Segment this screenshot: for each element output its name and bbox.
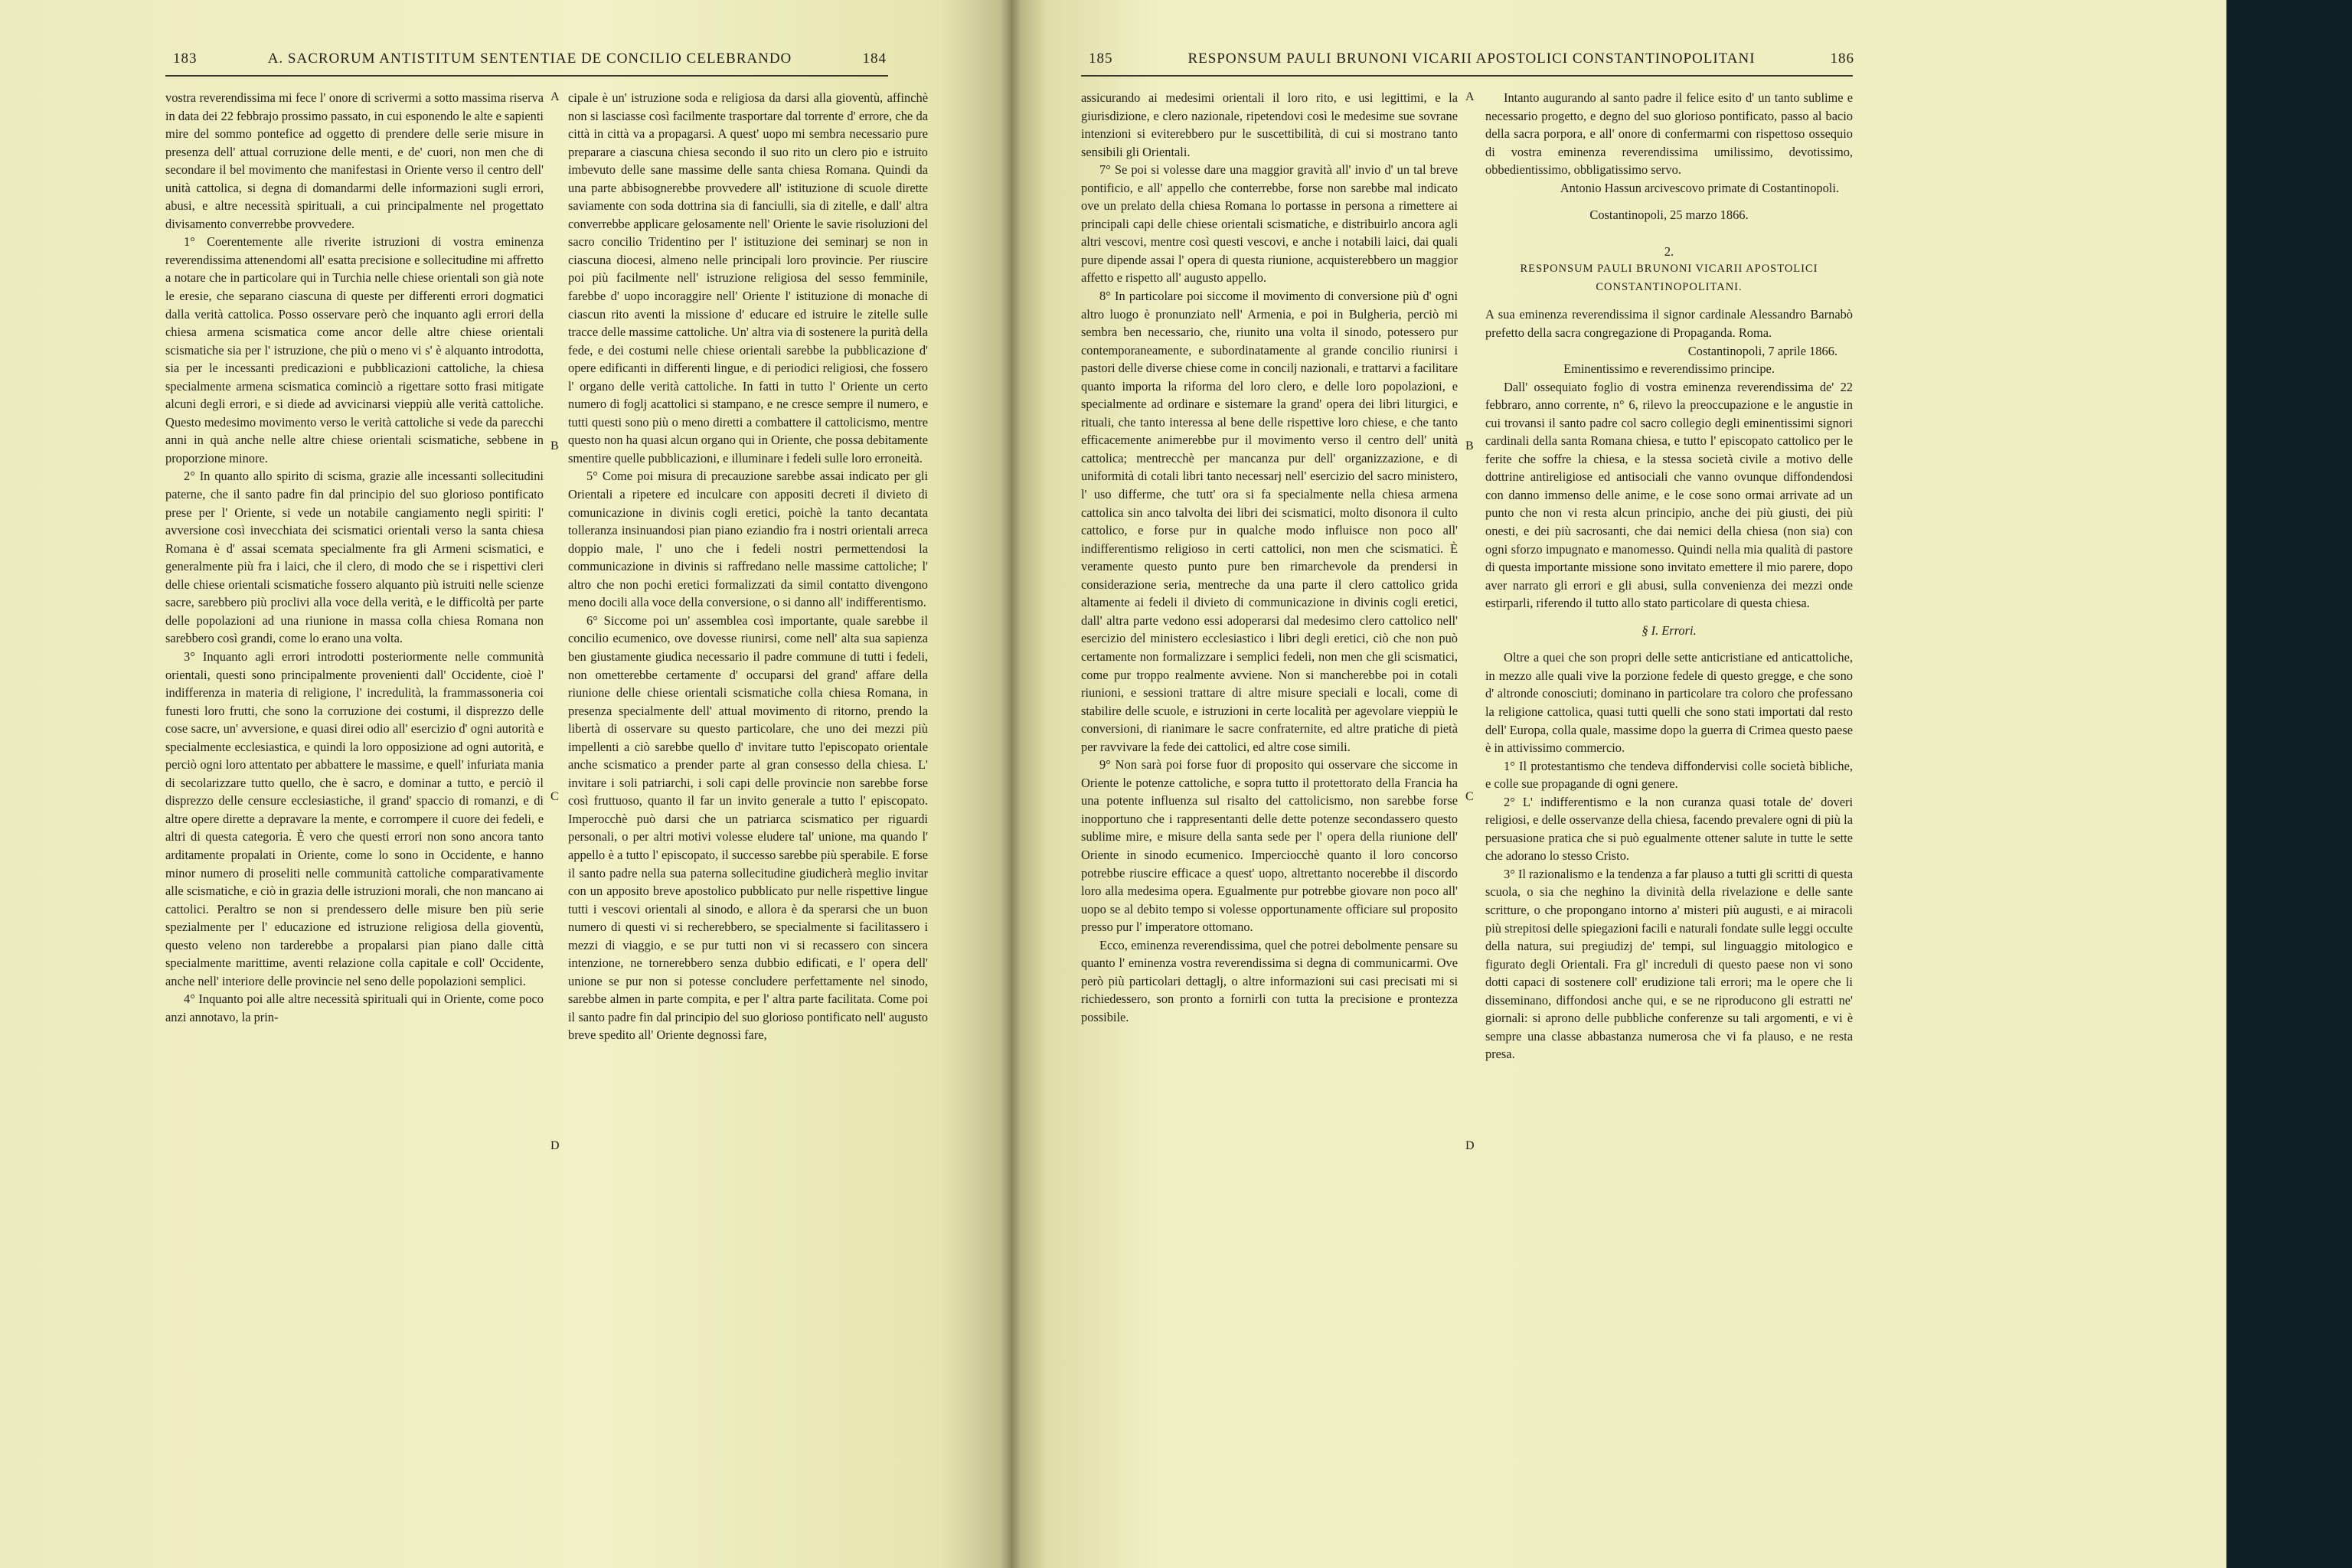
paragraph: 2° In quanto allo spirito di scisma, grazie alle incessanti sollecitudini paterne, che il santo padre fin dal principio del suo glorioso pontificato prese per l' Oriente, si vede un notabile cangiamento negli spiriti: l' avversione così invecchiata dei scismatici orientali verso la santa chiesa Romana è d' assai scemata specialmente fra gli Armeni scismatici, e generalmente più fra i laici, che il clero, di modo che se i rispettivi cleri delle chiese orientali scismatiche fossero alquanto più istruiti nelle scienze sacre, sarebbero più proclivi alla voce della verità, e le difficoltà per parte delle popolazioni ad una riunione in massa colla chiesa Romana non sarebbero così grandi, come lo erano una volta.: [165, 469, 544, 646]
page-number-183: 183: [173, 51, 198, 67]
page-number-186: 186: [1830, 51, 1854, 67]
margin-marker-c: C: [1465, 790, 1474, 803]
margin-marker-b: B: [1465, 439, 1474, 452]
paragraph: Dall' ossequiato foglio di vostra eminenza reverendissima de' 22 febbraro, anno corrente, n° 6, rilevo la preoccupazione e le angustie in cui trovansi il santo padre col sacro collegio degli eminentissimi signori cardinali della santa Romana chiesa, e tutto l' episcopato cattolico per le ferite che soffre la chiesa, e la stessa società civile a motivo delle dottrine antireligiose ed antisociali che vanno ovunque diffondendosi con danno immenso delle anime, e le cose sono ormai arrivate ad un punto che non vi resta alcun principio, anche dei più giusti, dei più onesti, e dei più sacrosanti, che dai nemici della chiesa (non sia) con ogni sforzo impugnato e manomesso. Quindi nella mia qualità di pastore di questa importante missione sono invitato emettere il mio parere, dopo aver narrato gli errori e gli abusi, sulla convenienza dei mezzi onde estirparli, riferendo il tutto allo stato particolare di questa chiesa.: [1485, 379, 1853, 611]
left-page-column-2: [568, 89, 928, 1044]
paragraph: cipale è un' istruzione soda e religiosa da darsi alla gioventù, affinchè non si lasciasse così facilmente trasportare dal torrente d' errore, che da città in città va a propagarsi. A quest' uopo mi sembra necessario pure preparare a ciascuna chiesa secondo il suo rito un clero pio e istruito imbevuto delle sane massime delle santa chiesa Romana. Quindi da una parte abbisognerebbe provvedere all' istituzione di scuole dirette saviamente con soda dottrina sia di fanciulli, sia di zitelle, e dall' altra converrebbe applicare gelosamente nell' Oriente le savie risoluzioni del sacro concilio Tridentino per l' istituzione dei seminarj se non in ciascuna diocesi, almeno nelle principali loro provincie. Per riuscire poi più facilmente nell' istruzione religiosa del sesso femminile, farebbe d' uopo incoraggire nell' Oriente l' istituzione di monache di ciascun rito aventi la missione d' educare ed istruire le zitelle sulle tracce delle massime cattoliche. Un' altra via di sostenere la purità della fede, e dei costumi nelle chiese orientali sarebbe la pubblicazione d' opere edificanti in differenti lingue, e di periodici religiosi, che fossero l' organo delle verità cattoliche. In fatti in tutto l' Oriente un certo numero di foglj acattolici si stampano, e ne cresce sempre il numero, e tutti questi sono più o meno diretti a combattere il cattolicismo, mentre questo non ha quasi alcun organo qui in Oriente, che possa debitamente smentire quelle pubblicazioni, e illuminare i fedeli sulle loro erroneità.: [568, 90, 928, 466]
paragraph: 5° Come poi misura di precauzione sarebbe assai indicato per gli Orientali a ripetere ed inculcare con appositi decreti il divieto di comunicazione in divinis cogli eretici, poichè la tanto decantata tolleranza insinuandosi pian piano eziandio fra i nostri orientali arreca doppio male, l' uno che i fedeli nostri permettendosi la communicazione in divinis si raffredano nelle massime cattoliche; l' altro che non pochi eretici formalizzati da simil contatto divengono meno docili alla voce della conversione, o si danno all' indifferentismo.: [568, 469, 928, 610]
background-surface: [2226, 0, 2352, 1568]
header-rule-right: [1081, 75, 1853, 77]
margin-marker-d: D: [1465, 1139, 1475, 1152]
right-page-column-2: [1485, 89, 1853, 1063]
section-title: RESPONSUM PAULI BRUNONI VICARII APOSTOLICI CONSTANTINOPOLITANI.: [1520, 263, 1818, 293]
paragraph: 9° Non sarà poi forse fuor di proposito qui osservare che siccome in Oriente le potenze cattoliche, e sopra tutto il protettorato della Francia ha una potente influenza sul risalto del cattolicismo, non sarebbe forse inopportuno che i rappresentanti delle dette potenze secondassero questo sublime mire, e misure della santa sede per l' opera della riunione dell' Oriente in sinodo ecumenico. Imperciocchè quanto il loro concorso potrebbe riuscire efficace a quest' uopo, altrettanto nocerebbe il discordo loro alla medesima opera. Egualmente pur potrebbe giovare non poco all' uopo se al debito tempo si volesse opportunamente officiare sul proposito presso pur l' imperatore ottomano.: [1081, 757, 1458, 935]
paragraph: 7° Se poi si volesse dare una maggior gravità all' invio d' un tal breve pontificio, e all' appello che conterrebbe, forse non sarebbe mal indicato ove un prelato della chiesa Romana lo portasse in persona a rimettere ai principali capi delle chiese orientali scismatiche, e distribuirlo ancora agli altri vescovi, mentre così questi vescovi, e anche i notabili laici, dai quali pure dipende assai l' opera di questa riunione, acquisterebbero un maggior affetto e rispetto all' augusto appello.: [1081, 162, 1458, 286]
header-rule-left: [165, 75, 888, 77]
paragraph: assicurando ai medesimi orientali il loro rito, e usi legittimi, e la giurisdizione, e clero nazionale, ripetendovi così le medesime sue sovrane intenzioni si eviterebbero pur le suscettibilità, di cui si mostrano tanto sensibili gli Orientali.: [1081, 90, 1458, 159]
right-page-column-1: [1081, 89, 1458, 1026]
page-number-185: 185: [1089, 51, 1113, 67]
section-heading-errori: § I. Errori.: [1642, 622, 1697, 638]
right-page: [1011, 0, 2226, 1568]
list-item: 3° Il razionalismo e la tendenza a far plauso a tutti gli scritti di questa scuola, o sia che neghino la divinità della rivelazione e delle sante scritture, o che propongano intorno a' misteri più augusti, e ai miracoli più strepitosi delle spiegazioni facili e naturali fondate sulle leggi occulte della natura, sui pregiudizj de' tempi, sul linguaggio mitologico e figurato degli Orientali. Fra gl' increduli di questo paese non vi sono dotti capaci di sostenere coll' erudizione tali errori; ma le opere che li disseminano, diffondosi anche qui, e se ne riproducono gli estratti ne' giornali: si aprono delle pubbliche conferenze su tali argomenti, e vi è sempre una classe abbastanza numerosa che vi fa plauso, e ne resta presa.: [1485, 866, 1853, 1062]
paragraph: 6° Siccome poi un' assemblea così importante, quale sarebbe il concilio ecumenico, ove dovesse riunirsi, come nell' alta sua sapienza ben giustamente giudica necessario il padre commune di tutti i fedeli, non ometterebbe certamente d' occuparsi del grand' affare della riunione delle chiese orientali scismatiche colla chiesa Romana, in presenza specialmente dell' attual movimento di ritorno, prendo la libertà di osservare su questo particolare, che uno dei mezzi più impellenti a ciò sarebbe quello d' invitare tutto l'episcopato orientale anche scismatico a prender parte al gran consesso della chiesa. L' invitare i soli patriarchi, i soli capi delle provincie non sarebbe forse così fruttuoso, quanto il far un invito generale a tutto l' episcopato. Imperocchè può darsi che un patriarca scismatico per riguardi personali, o per altri motivi volesse eludere tal' unione, ma quando l' appello è a tutto l' episcopato, il successo sarebbe più sperabile. E forse il santo padre nella sua paterna sollecitudine giudicherà meglio invitar con un apposito breve apostolico pubblicato pur nelle rispettive lingue tutti i vescovi orientali al sinodo, e allora è da sperarsi che un buon numero di questi vi si recherebbero, se specialmente si facilitassero i mezzi di viaggio, e se pur tutti non vi si recassero con sincera intenzione, ne tornerebbero senza dubbio edificati, e l' opera dell' unione se pur non si potesse concludere perfettamente nel sinodo, sarebbe almen in parte compita, e per l' altra parte facilitata. Come poi il santo padre fin dal principio del suo glorioso pontificato nell' augusto breve spedito all' Oriente degnossi fare,: [568, 612, 928, 1043]
margin-marker-d: D: [550, 1139, 560, 1152]
margin-marker-a: A: [550, 90, 560, 103]
running-title-left: A. SACRORUM ANTISTITUM SENTENTIAE DE CONCILIO CELEBRANDO: [267, 51, 792, 67]
salutation: Eminentissimo e reverendissimo principe.: [1563, 361, 1775, 377]
paragraph: 8° In particolare poi siccome il movimento di conversione più d' ogni altro luogo è pronunziato nell' Armenia, e poi in Bulgheria, perciò mi sembra ben necessario, che, riunito una volta il sinodo, potessero pur contemporaneamente, e subordinatamente al grande concilio riunirsi i pastori delle diverse chiese come in concilj nazionali, e trattarvi a facilitare quanto importa la riforma del loro clero, e delle loro popolazioni, e specialmente ad ordinare e sistemare la grand' opera dei libri liturgici, e rituali, che tanto interessa al bene delle rispettive loro chiese, e che tanto efficacemente animerebbe pur il movimento verso il centro dell' unità cattolica; mentrecchè per mancanza pur dell' organizzazione, e di uniformità di cotali libri tanto necessarj nell' esercizio del sacro ministero, l' uso differme, che tutt' ora si fa specialmente nella chiesa armena cattolica sin anco talvolta dei libri dei scismatici, molto disonora il culto cattolico, e forse pur in qualche modo influisce non poco all' indifferentismo religioso in certi cattolici, non men che scismatici. È veramente questo punto pure ben rimarchevole da prendersi in considerazione seria, mentreche da una parte il clero cattolico grida altamente ai fedeli il divieto di communicazione in divinis cogli eretici, dall' altra parte vedono essi adoperarsi dal medesimo clero cattolico nell' esercizio del ministero ecclesiastico i libri degli eretici, ciò che non può certamente non formalizzare i semplici fedeli, non men che gli scismatici, come pur troppo realmente avviene. Non si mancherebbe poi in cotali riunioni, e sessioni trattare di altre misure speciali e locali, come di stabilire delle scuole, e istruzioni in certe località per agevolare vieppiù le conversioni, di rianimare le sacre confraternite, ed altre pratiche di pietà per ravvivare la fede dei cattolici, ed altre cose simili.: [1081, 289, 1458, 754]
list-item: 2° L' indifferentismo e la non curanza quasi totale de' doveri religiosi, e delle osservanze della chiesa, facendo prevalere ogni di più la persuasione pratica che si può egualmente ottener salute in tutte le sette che adorano lo stesso Cristo.: [1485, 794, 1853, 864]
paragraph: Ecco, eminenza reverendissima, quel che potrei debolmente pensare su quanto l' eminenza vostra reverendissima si degna di communicarmi. Ove però più particolari dettaglj, o altre informazioni sui casi precisati mi si richiedessero, son pronto a fornirli con tutta la precisione e prontezza possibile.: [1081, 937, 1458, 1024]
address: A sua eminenza reverendissima il signor cardinale Alessandro Barnabò prefetto della sacra congregazione di Propaganda. Roma.: [1485, 307, 1853, 341]
margin-marker-c: C: [550, 790, 559, 803]
margin-marker-a: A: [1465, 90, 1475, 103]
paragraph: Oltre a quei che son propri delle sette anticristiane ed anticattoliche, in mezzo alle quali vive la porzione fedele di questo gregge, e che sono d' altronde conosciuti; dominano in particolare tra coloro che professano la religione cattolica, quasi tutti quelli che sono stati importati dal resto dell' Europa, colla quale, massime dopo la guerra di Crimea questo paese è in attivissimo commercio.: [1485, 650, 1853, 756]
section-number: 2.: [1664, 243, 1674, 259]
dateline: Costantinopoli, 25 marzo 1866.: [1589, 207, 1749, 223]
closing-paragraph: Intanto augurando al santo padre il felice esito d' un tanto sublime e necessario progetto, e degno del suo glorioso pontificato, passo al bacio della sacra porpora, e all' onore di confermarmi con rispettoso ossequio di vostra eminenza reverendissima umilissimo, devotissimo, obbedientissimo, obbligatissimo servo.: [1485, 90, 1853, 178]
page-number-184: 184: [862, 51, 887, 67]
paragraph: 3° Inquanto agli errori introdotti posteriormente nelle communità orientali, questi sono principalmente provenienti dall' Occidente, cioè l' indifferenza in materia di religione, l' incredulità, la frammassoneria coi funesti loro frutti, che sono la corruzione dei costumi, il disprezzo delle cose sacre, un' avversione, e quasi direi odio all' esercizio d' ogni autorità e specialmente ecclesiastica, e quindi la loro opposizione ad ogni autorità, e perciò ogni loro attentato per abbattere le massime, e quell' infuriata mania di secolarizzare tutto quello, che è sacro, e dominar a tutto, e perciò il disprezzo delle censure ecclesiastiche, il grand' spaccio di romanzi, e di altre opere dirette a depravare la mente, e corrompere il cuore dei fedeli, e altri di questa categoria. È vero che questi errori non sono ancora tanto arditamente propalati in Oriente, come lo sono in Occidente, e hanno minor numero di proseliti nelle communità cattoliche comparativamente alle scismatiche, e ciò in grazia delle istruzioni morali, che non mancano ai cattolici. Peraltro se non si prendessero delle misure ben più serie spezialmente per l' educazione ed istruzione religiosa della gioventù, questo veleno non tarderebbe a propalarsi pian piano dalle città specialmente marittime, aventi relazione colla capitale e coll' Occidente, anche nell' interiore delle provincie nel seno delle popolazioni semplici.: [165, 648, 544, 988]
left-page: [0, 0, 1011, 1568]
margin-marker-b: B: [550, 439, 559, 452]
list-item: 1° Il protestantismo che tendeva diffondervisi colle società bibliche, e colle sue propagande di ogni genere.: [1485, 758, 1853, 792]
paragraph: 1° Coerentemente alle riverite istruzioni di vostra eminenza reverendissima attenendomi all' esatta precisione e sollecitudine mi affretto a notare che in particolare qui in Turchia nelle chiese orientali son già note le eresie, che separano ciascuna di queste per differenti errori dogmatici dalla verità cattolica. Posso osservare però che inquanto agli errori della chiesa armena scismatica come ancor delle altre chiese orientali scismatiche sia per l' istruzione, che più o meno vi s' è alquanto introdotta, sia per le incessanti predicazioni e pubblicazioni cattoliche, la chiesa specialmente armena scismatica cominciò a rigettare sotto frasi mitigate alcuni degli errori, e si diede ad avvicinarsi vieppiù alle verità cattoliche. Questo medesimo movimento verso le verità cattoliche si vede da parecchi anni in quà anche nelle altre chiese orientali scismatiche, sebbene in proporzione minore.: [165, 234, 544, 466]
signature: Antonio Hassun arcivescovo primate di Costantinopoli.: [1560, 180, 1839, 195]
paragraph: 4° Inquanto poi alle altre necessità spirituali qui in Oriente, come poco anzi annotavo, la prin-: [165, 991, 544, 1024]
paragraph: vostra reverendissima mi fece l' onore di scrivermi a sotto massima riserva in data dei 22 febbrajo prossimo passato, in cui esponendo le alte e sapienti mire del sommo pontefice ad oggetto di prendere delle serie misure in presenza dell' attual corruzione delle menti, e de' cuori, non men che di secondare il bel movimento che manifestasi in Oriente verso il centro dell' unità cattolica, si degna di domandarmi delle informazioni sugli errori, abusi, e altre necessità spirituali, a cui principalmente nel progettato divisamento converrebbe provvedere.: [165, 90, 544, 231]
dateline-2: Costantinopoli, 7 aprile 1866.: [1687, 343, 1838, 358]
book-gutter: [1000, 0, 1021, 1568]
left-page-header: [173, 51, 887, 67]
left-page-column-1: [165, 89, 544, 1026]
running-title-right: RESPONSUM PAULI BRUNONI VICARII APOSTOLICI CONSTANTINOPOLITANI: [1187, 51, 1756, 67]
right-page-header: [1089, 51, 1854, 67]
